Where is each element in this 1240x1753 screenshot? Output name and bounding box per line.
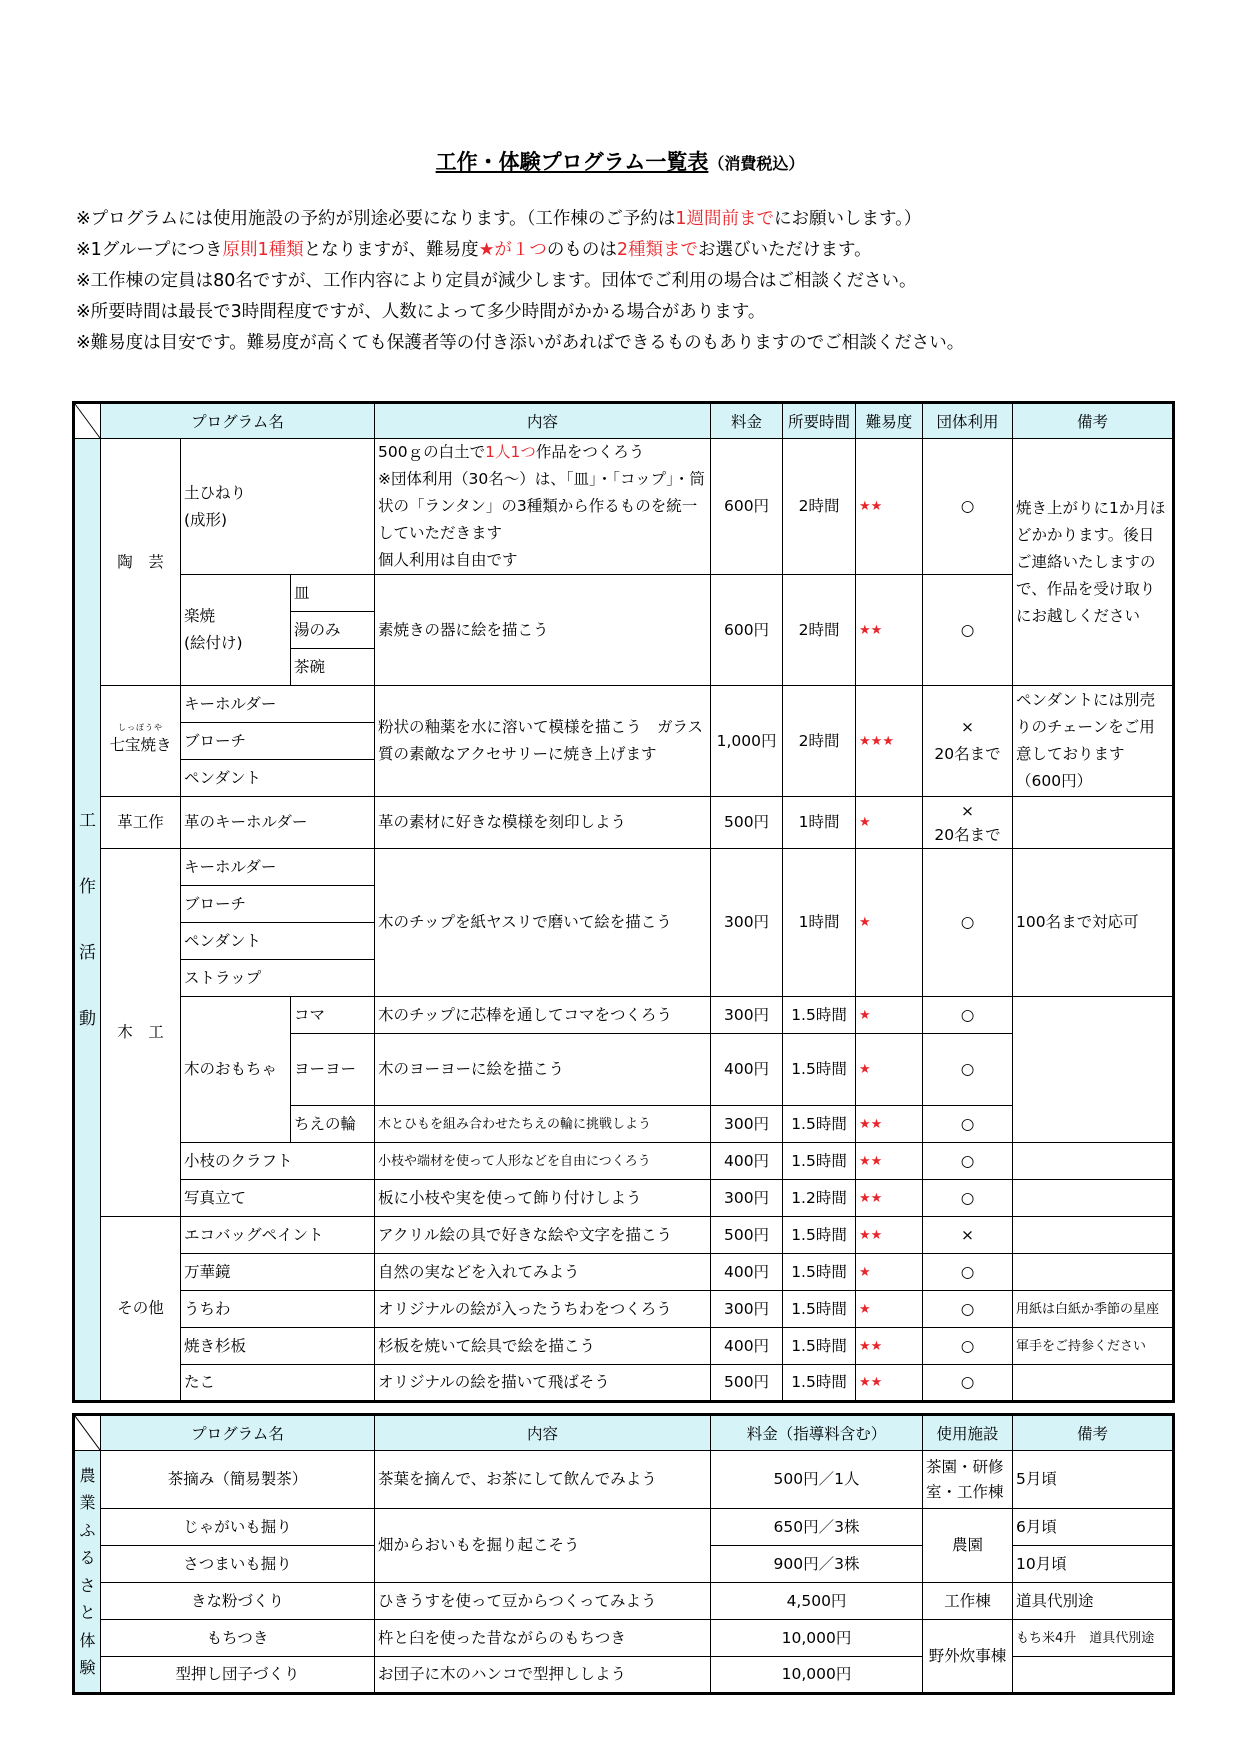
time-cell: 1.5時間 [783, 1143, 856, 1180]
program-raku-yaki: 楽焼 (絵付け) [181, 575, 291, 686]
craft-program-table [72, 401, 1175, 1403]
group-cell: ○ [923, 1365, 1013, 1402]
time-cell: 1.5時間 [783, 1291, 856, 1328]
difficulty-stars: ★★ [856, 1180, 923, 1217]
category-tougei: 陶 芸 [101, 439, 181, 686]
time-cell: 1.5時間 [783, 1365, 856, 1402]
category-sonota: その他 [101, 1217, 181, 1402]
group-cell: ○ [923, 1254, 1013, 1291]
program-name: 茶摘み（簡易製茶） [101, 1451, 375, 1509]
difficulty-stars: ★ [856, 797, 923, 849]
time-cell: 1.2時間 [783, 1180, 856, 1217]
program-koeda: 小枝のクラフト [181, 1143, 375, 1180]
raku-item: 湯のみ [291, 612, 375, 649]
group-cell: × 20名まで [923, 686, 1013, 797]
category-mokkou: 木 工 [101, 849, 181, 1217]
program-name: 万華鏡 [181, 1254, 375, 1291]
group-cell: ○ [923, 575, 1013, 686]
facility-cell: 野外炊事棟 [923, 1620, 1013, 1694]
toy-content: 木のチップに芯棒を通してコマをつくろう [375, 997, 711, 1034]
group-cell: ○ [923, 439, 1013, 575]
program-content: 畑からおいもを掘り起こそう [375, 1509, 711, 1583]
note-cell: もち米4升 道具代別途 [1013, 1620, 1174, 1657]
note-cell: 軍手をご持参ください [1013, 1328, 1174, 1365]
price-cell: 300円 [711, 1180, 783, 1217]
note-empty [1013, 997, 1174, 1143]
price-cell: 300円 [711, 1291, 783, 1328]
group-cell: ○ [923, 1180, 1013, 1217]
side-label-craft: 工 作 活 動 [74, 439, 101, 1402]
diagonal-corner-cell-2 [74, 1415, 101, 1451]
program-tsuchi-hineri: 土ひねり (成形) [181, 439, 375, 575]
note-cell [1013, 1657, 1174, 1694]
group-cell: × [923, 1217, 1013, 1254]
chip-item: ブローチ [181, 886, 375, 923]
chip-item: ストラップ [181, 960, 375, 997]
shippou-item: ブローチ [181, 723, 375, 760]
program-content: ひきうすを使って豆からつくってみよう [375, 1583, 711, 1620]
shippou-item: キーホルダー [181, 686, 375, 723]
price-cell: 500円 [711, 797, 783, 849]
program-kawa: 革のキーホルダー [181, 797, 375, 849]
difficulty-stars: ★ [856, 1291, 923, 1328]
difficulty-stars: ★★ [856, 1106, 923, 1143]
difficulty-stars: ★★ [856, 1217, 923, 1254]
content-koeda: 小枝や端材を使って人形などを自由につくろう [375, 1143, 711, 1180]
note-cell: 6月頃 [1013, 1509, 1174, 1546]
price-cell: 400円 [711, 1034, 783, 1106]
program-name: さつまいも掘り [101, 1546, 375, 1583]
price-cell: 500円 [711, 1365, 783, 1402]
difficulty-stars: ★★ [856, 439, 923, 575]
header-program-name: プログラム名 [101, 403, 375, 439]
difficulty-stars: ★★ [856, 1328, 923, 1365]
program-name: エコバッグペイント [181, 1217, 375, 1254]
content-chip: 木のチップを紙ヤスリで磨いて絵を描こう [375, 849, 711, 997]
note-4: ※所要時間は最長で3時間程度ですが、人数によって多少時間がかかる場合があります。 [76, 302, 766, 322]
program-name: 焼き杉板 [181, 1328, 375, 1365]
farm-experience-table [72, 1413, 1175, 1695]
difficulty-stars: ★★ [856, 1143, 923, 1180]
group-cell: ○ [923, 1328, 1013, 1365]
note-2: ※1グループにつき原則1種類となりますが、難易度★が１つのものは2種類までお選びいただけます。 [76, 240, 872, 260]
header-group: 団体利用 [923, 403, 1013, 439]
title-sub: （消費税込） [708, 154, 805, 173]
program-content: 杵と臼を使った昔ながらのもちつき [375, 1620, 711, 1657]
header-content: 内容 [375, 403, 711, 439]
program-name: たこ [181, 1365, 375, 1402]
content-photo-frame: 板に小枝や実を使って飾り付けしよう [375, 1180, 711, 1217]
price-cell: 10,000円 [711, 1657, 923, 1694]
category-kawa: 革工作 [101, 797, 181, 849]
time-cell: 1.5時間 [783, 1254, 856, 1291]
price-cell: 650円／3株 [711, 1509, 923, 1546]
time-cell: 1.5時間 [783, 1106, 856, 1143]
price-cell: 500円 [711, 1217, 783, 1254]
chip-item: ペンダント [181, 923, 375, 960]
difficulty-stars: ★ [856, 849, 923, 997]
content-raku-yaki: 素焼きの器に絵を描こう [375, 575, 711, 686]
toy-content: 木のヨーヨーに絵を描こう [375, 1034, 711, 1106]
group-cell: ○ [923, 1143, 1013, 1180]
price-cell: 400円 [711, 1328, 783, 1365]
facility-cell: 農園 [923, 1509, 1013, 1583]
price-cell: 900円／3株 [711, 1546, 923, 1583]
note-cell: 用紙は白紙か季節の星座 [1013, 1291, 1174, 1328]
time-cell: 1時間 [783, 849, 856, 997]
note-cell [1013, 1217, 1174, 1254]
price-cell: 600円 [711, 439, 783, 575]
note-cell: 5月頃 [1013, 1451, 1174, 1509]
time-cell: 1時間 [783, 797, 856, 849]
note-tougei: 焼き上がりに1か月ほどかかります。後日ご連絡いたしますので、作品を受け取りにお越しください [1013, 439, 1174, 686]
header-program-name: プログラム名 [101, 1415, 375, 1451]
content-kawa: 革の素材に好きな模様を刻印しよう [375, 797, 711, 849]
price-cell: 500円／1人 [711, 1451, 923, 1509]
time-cell: 2時間 [783, 686, 856, 797]
note-cell: 道具代別途 [1013, 1583, 1174, 1620]
price-cell: 300円 [711, 849, 783, 997]
diagonal-corner-cell [74, 403, 101, 439]
program-name: もちつき [101, 1620, 375, 1657]
title-main: 工作・体験プログラム一覧表 [435, 150, 709, 174]
program-toys: 木のおもちゃ [181, 997, 291, 1143]
group-cell: ○ [923, 1034, 1013, 1106]
header-price: 料金 [711, 403, 783, 439]
note-cell: 10月頃 [1013, 1546, 1174, 1583]
program-content: お団子に木のハンコで型押ししよう [375, 1657, 711, 1694]
program-content: 杉板を焼いて絵具で絵を描こう [375, 1328, 711, 1365]
time-cell: 2時間 [783, 575, 856, 686]
difficulty-stars: ★ [856, 997, 923, 1034]
category-shippou: しっぽうや 七宝焼き [101, 686, 181, 797]
price-cell: 300円 [711, 1106, 783, 1143]
header-note: 備考 [1013, 403, 1174, 439]
program-name: うちわ [181, 1291, 375, 1328]
time-cell: 1.5時間 [783, 997, 856, 1034]
difficulty-stars: ★★ [856, 1365, 923, 1402]
header-time: 所要時間 [783, 403, 856, 439]
note-1: ※プログラムには使用施設の予約が別途必要になります。（工作棟のご予約は1週間前までにお願いします。） [76, 209, 922, 229]
time-cell: 1.5時間 [783, 1328, 856, 1365]
chip-item: キーホルダー [181, 849, 375, 886]
difficulty-stars: ★★ [856, 575, 923, 686]
price-cell: 4,500円 [711, 1583, 923, 1620]
note-3: ※工作棟の定員は80名ですが、工作内容により定員が減少します。団体でご利用の場合はご相談ください。 [76, 271, 917, 291]
group-cell: ○ [923, 849, 1013, 997]
price-cell: 10,000円 [711, 1620, 923, 1657]
price-cell: 1,000円 [711, 686, 783, 797]
header-facility: 使用施設 [923, 1415, 1013, 1451]
header-note: 備考 [1013, 1415, 1174, 1451]
note-cell [1013, 1365, 1174, 1402]
program-content: 茶葉を摘んで、お茶にして飲んでみよう [375, 1451, 711, 1509]
program-name: 型押し団子づくり [101, 1657, 375, 1694]
price-cell: 600円 [711, 575, 783, 686]
price-cell: 300円 [711, 997, 783, 1034]
time-cell: 1.5時間 [783, 1217, 856, 1254]
side-label-farm: 農 業 ふ る さ と 体 験 [74, 1451, 101, 1694]
program-name: じゃがいも掘り [101, 1509, 375, 1546]
note-empty [1013, 1143, 1174, 1180]
program-content: 自然の実などを入れてみよう [375, 1254, 711, 1291]
group-cell: × 20名まで [923, 797, 1013, 849]
price-cell: 400円 [711, 1254, 783, 1291]
shippou-item: ペンダント [181, 760, 375, 797]
time-cell: 2時間 [783, 439, 856, 575]
note-kawa [1013, 797, 1174, 849]
note-chip: 100名まで対応可 [1013, 849, 1174, 997]
group-cell: ○ [923, 1106, 1013, 1143]
difficulty-stars: ★ [856, 1034, 923, 1106]
program-photo-frame: 写真立て [181, 1180, 375, 1217]
header-difficulty: 難易度 [856, 403, 923, 439]
facility-cell: 工作棟 [923, 1583, 1013, 1620]
notes [76, 204, 964, 359]
content-tsuchi-hineri: 500ｇの白土で1人1つ作品をつくろう ※団体利用（30名～）は、「皿」・「コップ」・筒状の「ランタン」の3種類から作るものを統一していただきます 個人利用は自由です [375, 439, 711, 575]
note-5: ※難易度は目安です。難易度が高くても保護者等の付き添いがあればできるものもありますのでご相談ください。 [76, 333, 965, 353]
facility-cell: 茶園・研修室・工作棟 [923, 1451, 1013, 1509]
program-content: オリジナルの絵が入ったうちわをつくろう [375, 1291, 711, 1328]
difficulty-stars: ★★★ [856, 686, 923, 797]
group-cell: ○ [923, 1291, 1013, 1328]
page-title [0, 146, 1240, 176]
content-shippou: 粉状の釉薬を水に溶いて模様を描こう ガラス質の素敵なアクセサリーに焼き上げます [375, 686, 711, 797]
header-content: 内容 [375, 1415, 711, 1451]
difficulty-stars: ★ [856, 1254, 923, 1291]
raku-item: 皿 [291, 575, 375, 612]
toy-content: 木とひもを組み合わせたちえの輪に挑戦しよう [375, 1106, 711, 1143]
note-empty [1013, 1180, 1174, 1217]
program-content: アクリル絵の具で好きな絵や文字を描こう [375, 1217, 711, 1254]
raku-item: 茶碗 [291, 649, 375, 686]
time-cell: 1.5時間 [783, 1034, 856, 1106]
price-cell: 400円 [711, 1143, 783, 1180]
header-price: 料金（指導料含む） [711, 1415, 923, 1451]
group-cell: ○ [923, 997, 1013, 1034]
toy-name: コマ [291, 997, 375, 1034]
note-shippou: ペンダントには別売りのチェーンをご用意しております（600円） [1013, 686, 1174, 797]
program-content: オリジナルの絵を描いて飛ばそう [375, 1365, 711, 1402]
toy-name: ヨーヨー [291, 1034, 375, 1106]
toy-name: ちえの輪 [291, 1106, 375, 1143]
note-cell [1013, 1254, 1174, 1291]
program-name: きな粉づくり [101, 1583, 375, 1620]
